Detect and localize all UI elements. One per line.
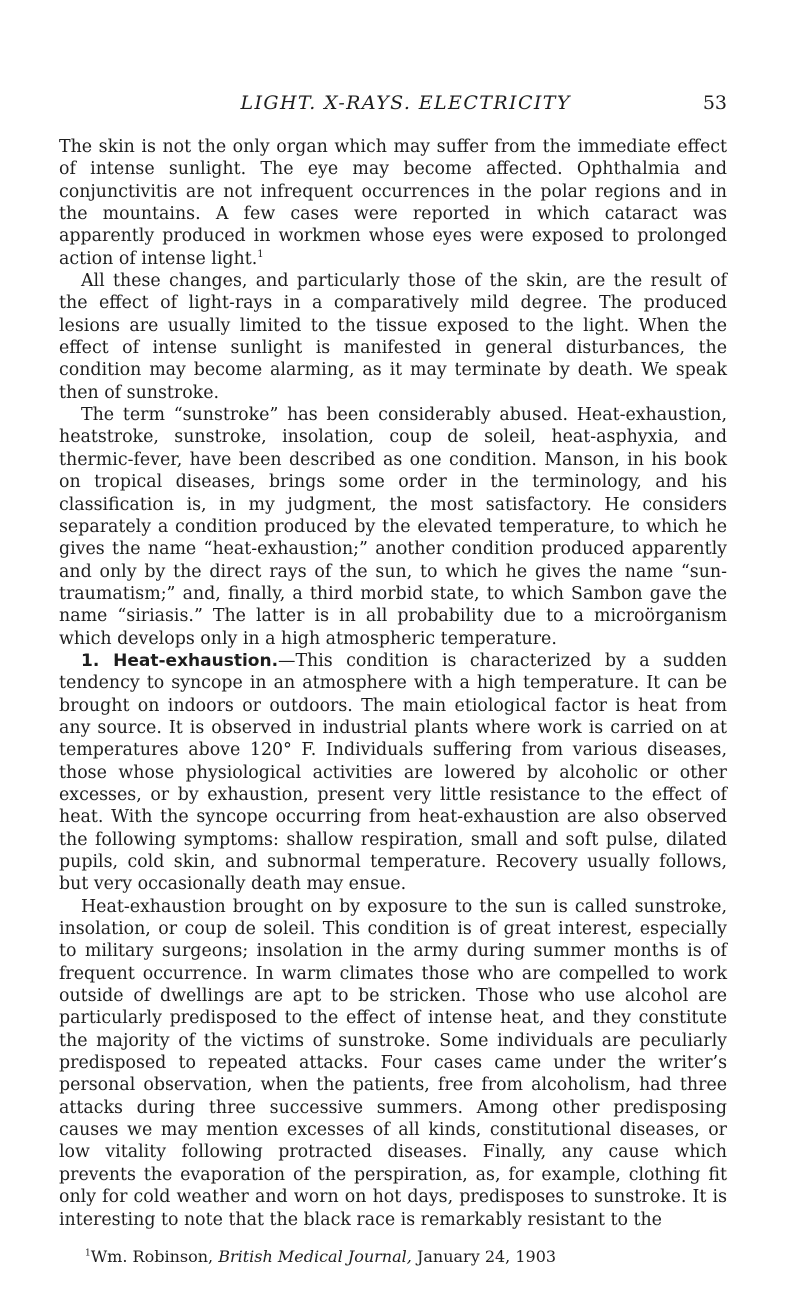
paragraph-sunstroke-term: The term “sunstroke” has been considerably abused. Heat-exhaustion, heatstroke, sunstroke, insolation, coup de soleil, heat-asphyxia, and thermic-fever, have been described as one condition. Manson, in his book on tropical diseases, brings some order in the terminology, and his classification is, in my judgment, the most satisfactory. He considers separately a condition produced by the elevated temperature, to which he gives the name “heat-exhaustion;” another condition produced apparently and only by the direct rays of the sun, to which he gives the name “sun-traumatism;” and, finally, a third morbid state, to which Sambon gave the name “siriasis.” The latter is in all probability due to a microörganism which develops only in a high atmospheric temperature.: [59, 405, 727, 649]
footnote: [59, 1247, 727, 1267]
book-page: [59, 92, 727, 1267]
paragraph-text: The skin is not the only organ which may suffer from the immediate effect of intense sunlight. The eye may become affected. Ophthalmia and conjunctivitis are not infrequent occurrences in the polar regions and in the mountains. A few cases were reported in which cataract was apparently produced in workmen whose eyes were exposed to prolonged action of intense light.: [59, 137, 727, 269]
page-number: 53: [702, 92, 727, 114]
running-title: LIGHT. X-RAYS. ELECTRICITY: [240, 92, 571, 114]
footnote-source: British Medical Journal,: [218, 1246, 412, 1266]
footnote-reference: 1: [257, 248, 264, 260]
footnote-date: January 24, 1903: [416, 1246, 557, 1266]
paragraph-light-rays: All these changes, and particularly those of the skin, are the result of the effect of light-rays in a comparatively mild degree. The produced lesions are usually limited to the tissue exposed to the light. When the effect of intense sunlight is manifested in general disturbances, the condition may become alarming, as it may terminate by death. We speak then of sunstroke.: [59, 271, 727, 403]
footnote-marker: 1: [85, 1248, 91, 1259]
section-heading-heat-exhaustion: 1. Heat-exhaustion.: [81, 650, 279, 671]
paragraph-heat-exhaustion: [59, 650, 727, 896]
paragraph-sun-exposure: Heat-exhaustion brought on by exposure to the sun is called sunstroke, insolation, or coup de soleil. This condition is of great interest, especially to military surgeons; insolation in the army during summer months is of frequent occurrence. In warm climates those who are compelled to work outside of dwellings are apt to be stricken. Those who use alcohol are particularly predisposed to the effect of intense heat, and they constitute the majority of the victims of sunstroke. Some individuals are peculiarly predisposed to repeated attacks. Four cases came under the writer’s personal observation, when the patients, free from alcoholism, had three attacks during three successive summers. Among other predisposing causes we may mention excesses of all kinds, constitutional diseases, or low vitality following protracted diseases. Finally, any cause which prevents the evaporation of the perspiration, as, for example, clothing fit only for cold weather and worn on hot days, predisposes to sunstroke. It is interesting to note that the black race is remarkably resistant to the: [59, 896, 727, 1230]
paragraph-text: —This condition is characterized by a sudden tendency to syncope in an atmosphere with a high temperature. It can be brought on indoors or outdoors. The main etiological factor is heat from any source. It is observed in industrial plants where work is carried on at temperatures above 120° F. Individuals suffering from various diseases, those whose physiological activities are lowered by alcoholic or other excesses, or by exhaustion, present very little resistance to the effect of heat. With the syncope occurring from heat-exhaustion are also observed the following symptoms: shallow respiration, small and soft pulse, dilated pupils, cold skin, and subnormal temperature. Recovery usually follows, but very occasionally death may ensue.: [59, 650, 727, 895]
footnote-author: Wm. Robinson,: [90, 1246, 214, 1266]
paragraph-eye-effects: [59, 136, 727, 270]
running-header: [59, 92, 727, 122]
